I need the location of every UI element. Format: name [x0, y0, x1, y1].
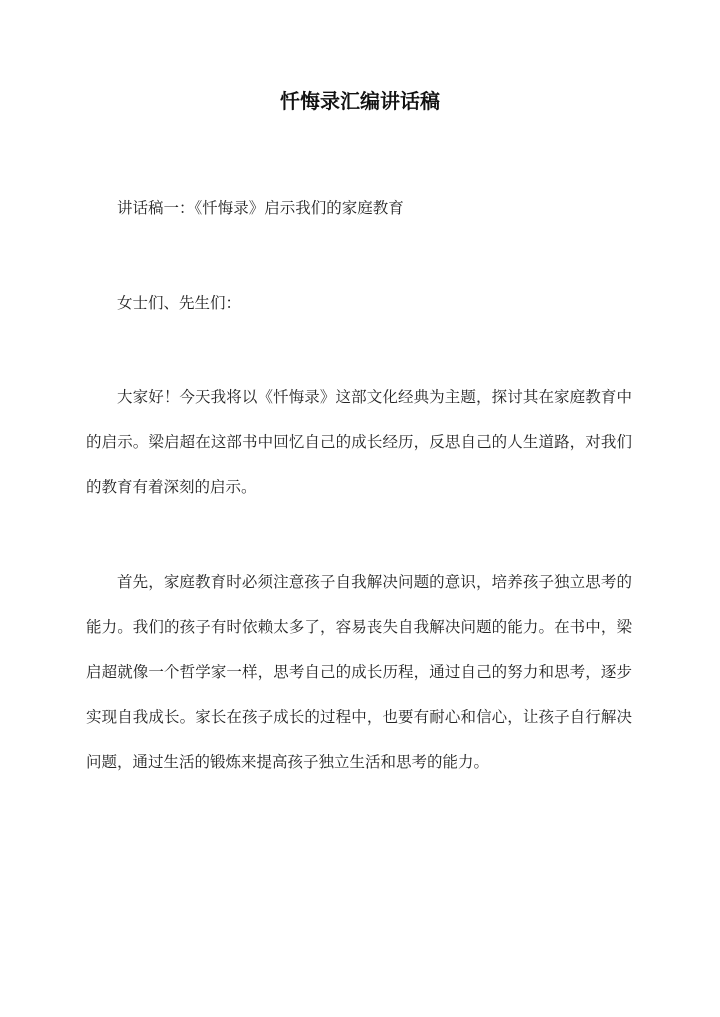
- first-point-paragraph: 首先，家庭教育时必须注意孩子自我解决问题的意识，培养孩子独立思考的能力。我们的孩子有时依赖太多了，容易丧失自我解决问题的能力。在书中，梁启超就像一个哲学家一样，思考自己的成长历程，通过自己的努力和思考，逐步实现自我成长。家长在孩子成长的过程中，也要有耐心和信心，让孩子自行解决问题，通过生活的锻炼来提高孩子独立生活和思考的能力。: [86, 573, 632, 771]
- speech-heading: 讲话稿一：《忏悔录》启示我们的家庭教育: [117, 199, 404, 217]
- intro-paragraph: 大家好！今天我将以《忏悔录》这部文化经典为主题，探讨其在家庭教育中的启示。梁启超在这部书中回忆自己的成长经历，反思自己的人生道路，对我们的教育有着深刻的启示。: [86, 388, 632, 496]
- document-title: 忏悔录汇编讲话稿: [280, 89, 440, 113]
- greeting-paragraph: 女士们、先生们：: [117, 294, 242, 312]
